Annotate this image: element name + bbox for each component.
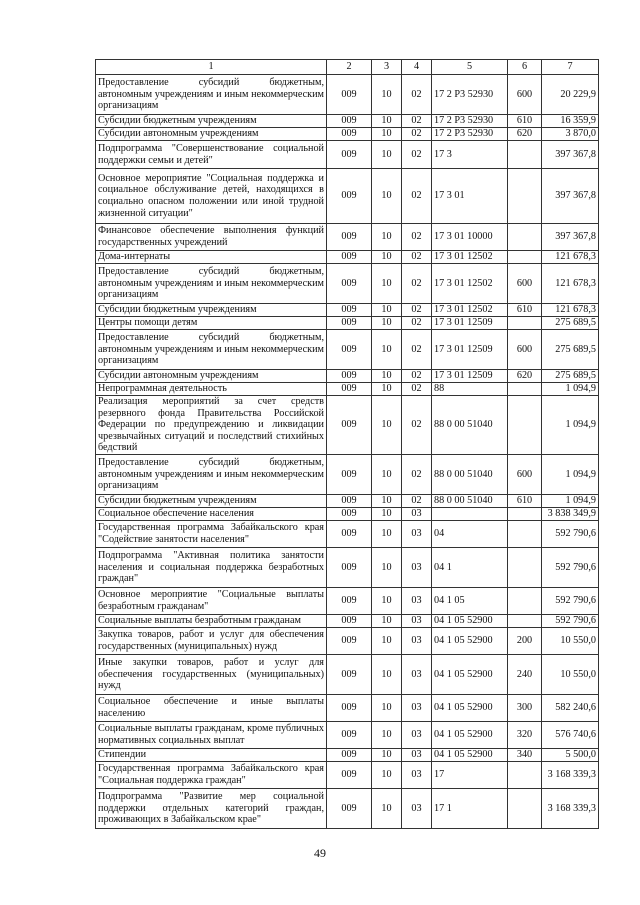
row-subsection: 03 bbox=[402, 520, 432, 547]
row-name: Реализация мероприятий за счет средств резервного фонда Правительства Российской Федерации по предупреждению и ликвидации чрезвычайных ситуаций и последствий стихийных бедствий bbox=[96, 396, 327, 455]
row-name: Субсидии бюджетным учреждениям bbox=[96, 304, 327, 317]
row-target-article: 04 1 05 52900 bbox=[432, 654, 508, 694]
row-target-article: 04 1 bbox=[432, 547, 508, 587]
row-expense-type: 610 bbox=[508, 494, 542, 507]
row-ministry-code: 009 bbox=[327, 494, 372, 507]
row-target-article: 04 1 05 52900 bbox=[432, 748, 508, 761]
row-amount: 592 790,6 bbox=[542, 547, 599, 587]
row-subsection: 02 bbox=[402, 169, 432, 224]
row-subsection: 02 bbox=[402, 75, 432, 115]
row-name: Иные закупки товаров, работ и услуг для обеспечения государственных (муниципальных) нужд bbox=[96, 654, 327, 694]
row-section: 10 bbox=[372, 224, 402, 251]
row-expense-type bbox=[508, 507, 542, 520]
row-target-article: 04 1 05 52900 bbox=[432, 721, 508, 748]
table-row bbox=[96, 383, 599, 396]
header-col-6: 6 bbox=[508, 60, 542, 75]
row-section: 10 bbox=[372, 587, 402, 614]
row-target-article: 17 3 01 12509 bbox=[432, 317, 508, 330]
row-ministry-code: 009 bbox=[327, 721, 372, 748]
row-ministry-code: 009 bbox=[327, 788, 372, 828]
row-subsection: 02 bbox=[402, 454, 432, 494]
row-target-article: 17 3 01 bbox=[432, 169, 508, 224]
row-ministry-code: 009 bbox=[327, 224, 372, 251]
page-number: 49 bbox=[314, 846, 326, 860]
row-expense-type bbox=[508, 520, 542, 547]
row-amount: 397 367,8 bbox=[542, 224, 599, 251]
row-name: Стипендии bbox=[96, 748, 327, 761]
row-expense-type bbox=[508, 141, 542, 169]
row-amount: 592 790,6 bbox=[542, 614, 599, 627]
row-subsection: 03 bbox=[402, 614, 432, 627]
row-amount: 121 678,3 bbox=[542, 251, 599, 264]
row-ministry-code: 009 bbox=[327, 169, 372, 224]
row-expense-type: 600 bbox=[508, 75, 542, 115]
table-row bbox=[96, 614, 599, 627]
row-subsection: 02 bbox=[402, 264, 432, 304]
row-subsection: 03 bbox=[402, 788, 432, 828]
table-row bbox=[96, 304, 599, 317]
row-section: 10 bbox=[372, 454, 402, 494]
row-amount: 121 678,3 bbox=[542, 264, 599, 304]
row-amount: 275 689,5 bbox=[542, 370, 599, 383]
row-expense-type bbox=[508, 251, 542, 264]
row-subsection: 02 bbox=[402, 304, 432, 317]
row-subsection: 03 bbox=[402, 547, 432, 587]
table-row bbox=[96, 547, 599, 587]
row-ministry-code: 009 bbox=[327, 330, 372, 370]
row-section: 10 bbox=[372, 128, 402, 141]
table-row bbox=[96, 75, 599, 115]
table-row bbox=[96, 330, 599, 370]
row-subsection: 03 bbox=[402, 587, 432, 614]
row-ministry-code: 009 bbox=[327, 694, 372, 721]
row-section: 10 bbox=[372, 304, 402, 317]
row-section: 10 bbox=[372, 520, 402, 547]
row-name: Центры помощи детям bbox=[96, 317, 327, 330]
row-subsection: 03 bbox=[402, 694, 432, 721]
row-expense-type: 320 bbox=[508, 721, 542, 748]
row-name: Подпрограмма "Совершенствование социальной поддержки семьи и детей" bbox=[96, 141, 327, 169]
row-ministry-code: 009 bbox=[327, 587, 372, 614]
table-row bbox=[96, 169, 599, 224]
row-name: Социальные выплаты гражданам, кроме публичных нормативных социальных выплат bbox=[96, 721, 327, 748]
row-target-article: 17 3 01 12502 bbox=[432, 251, 508, 264]
row-section: 10 bbox=[372, 761, 402, 788]
row-expense-type bbox=[508, 169, 542, 224]
row-section: 10 bbox=[372, 396, 402, 455]
row-expense-type: 610 bbox=[508, 115, 542, 128]
row-amount: 121 678,3 bbox=[542, 304, 599, 317]
header-col-1: 1 bbox=[96, 60, 327, 75]
row-subsection: 03 bbox=[402, 761, 432, 788]
table-row bbox=[96, 761, 599, 788]
row-target-article bbox=[432, 507, 508, 520]
table-row bbox=[96, 507, 599, 520]
row-ministry-code: 009 bbox=[327, 396, 372, 455]
row-name: Непрограммная деятельность bbox=[96, 383, 327, 396]
row-name: Предоставление субсидий бюджетным, автономным учреждениям и иным некоммерческим организациям bbox=[96, 454, 327, 494]
row-expense-type: 620 bbox=[508, 370, 542, 383]
row-amount: 16 359,9 bbox=[542, 115, 599, 128]
row-subsection: 02 bbox=[402, 251, 432, 264]
row-target-article: 88 0 00 51040 bbox=[432, 396, 508, 455]
row-expense-type bbox=[508, 587, 542, 614]
table-row bbox=[96, 721, 599, 748]
row-section: 10 bbox=[372, 507, 402, 520]
row-subsection: 02 bbox=[402, 317, 432, 330]
row-amount: 5 500,0 bbox=[542, 748, 599, 761]
row-section: 10 bbox=[372, 169, 402, 224]
row-name: Основное мероприятие "Социальные выплаты безработным гражданам" bbox=[96, 587, 327, 614]
row-amount: 1 094,9 bbox=[542, 396, 599, 455]
row-expense-type bbox=[508, 224, 542, 251]
row-target-article: 04 1 05 bbox=[432, 587, 508, 614]
row-name: Субсидии бюджетным учреждениям bbox=[96, 494, 327, 507]
row-section: 10 bbox=[372, 547, 402, 587]
row-section: 10 bbox=[372, 317, 402, 330]
table-row bbox=[96, 141, 599, 169]
table-row bbox=[96, 454, 599, 494]
row-section: 10 bbox=[372, 614, 402, 627]
row-ministry-code: 009 bbox=[327, 141, 372, 169]
row-amount: 1 094,9 bbox=[542, 454, 599, 494]
row-target-article: 88 0 00 51040 bbox=[432, 494, 508, 507]
row-ministry-code: 009 bbox=[327, 75, 372, 115]
row-amount: 576 740,6 bbox=[542, 721, 599, 748]
header-col-2: 2 bbox=[327, 60, 372, 75]
row-ministry-code: 009 bbox=[327, 454, 372, 494]
table-row bbox=[96, 128, 599, 141]
row-name: Государственная программа Забайкальского края "Содействие занятости населения" bbox=[96, 520, 327, 547]
table-row bbox=[96, 224, 599, 251]
row-expense-type bbox=[508, 761, 542, 788]
row-ministry-code: 009 bbox=[327, 614, 372, 627]
row-ministry-code: 009 bbox=[327, 654, 372, 694]
row-amount: 3 168 339,3 bbox=[542, 788, 599, 828]
header-col-5: 5 bbox=[432, 60, 508, 75]
row-ministry-code: 009 bbox=[327, 370, 372, 383]
row-name: Подпрограмма "Развитие мер социальной поддержки отдельных категорий граждан, проживающих в Забайкальском крае" bbox=[96, 788, 327, 828]
row-name: Субсидии автономным учреждениям bbox=[96, 370, 327, 383]
row-ministry-code: 009 bbox=[327, 115, 372, 128]
table-row bbox=[96, 251, 599, 264]
table-row bbox=[96, 115, 599, 128]
row-expense-type bbox=[508, 396, 542, 455]
row-section: 10 bbox=[372, 141, 402, 169]
row-target-article: 04 bbox=[432, 520, 508, 547]
row-name: Предоставление субсидий бюджетным, автономным учреждениям и иным некоммерческим организациям bbox=[96, 75, 327, 115]
row-name: Социальное обеспечение населения bbox=[96, 507, 327, 520]
row-expense-type bbox=[508, 614, 542, 627]
row-amount: 3 838 349,9 bbox=[542, 507, 599, 520]
row-target-article: 17 2 P3 52930 bbox=[432, 128, 508, 141]
row-ministry-code: 009 bbox=[327, 627, 372, 654]
row-section: 10 bbox=[372, 264, 402, 304]
row-subsection: 02 bbox=[402, 128, 432, 141]
row-expense-type bbox=[508, 547, 542, 587]
row-name: Социальное обеспечение и иные выплаты населению bbox=[96, 694, 327, 721]
table-row bbox=[96, 396, 599, 455]
row-ministry-code: 009 bbox=[327, 507, 372, 520]
budget-table bbox=[95, 59, 599, 829]
row-target-article: 04 1 05 52900 bbox=[432, 627, 508, 654]
row-amount: 1 094,9 bbox=[542, 494, 599, 507]
row-amount: 397 367,8 bbox=[542, 141, 599, 169]
row-subsection: 03 bbox=[402, 721, 432, 748]
row-expense-type bbox=[508, 788, 542, 828]
row-target-article: 88 bbox=[432, 383, 508, 396]
row-amount: 397 367,8 bbox=[542, 169, 599, 224]
table-row bbox=[96, 370, 599, 383]
row-amount: 1 094,9 bbox=[542, 383, 599, 396]
row-section: 10 bbox=[372, 748, 402, 761]
row-section: 10 bbox=[372, 251, 402, 264]
row-ministry-code: 009 bbox=[327, 748, 372, 761]
row-target-article: 88 0 00 51040 bbox=[432, 454, 508, 494]
row-amount: 3 168 339,3 bbox=[542, 761, 599, 788]
row-subsection: 03 bbox=[402, 748, 432, 761]
row-ministry-code: 009 bbox=[327, 547, 372, 587]
row-ministry-code: 009 bbox=[327, 264, 372, 304]
row-target-article: 17 3 bbox=[432, 141, 508, 169]
table-row bbox=[96, 788, 599, 828]
row-name: Предоставление субсидий бюджетным, автономным учреждениям и иным некоммерческим организациям bbox=[96, 330, 327, 370]
row-target-article: 17 1 bbox=[432, 788, 508, 828]
row-target-article: 17 3 01 10000 bbox=[432, 224, 508, 251]
table-row bbox=[96, 748, 599, 761]
row-section: 10 bbox=[372, 115, 402, 128]
row-section: 10 bbox=[372, 721, 402, 748]
row-target-article: 17 2 P3 52930 bbox=[432, 75, 508, 115]
row-subsection: 02 bbox=[402, 370, 432, 383]
row-subsection: 02 bbox=[402, 396, 432, 455]
row-ministry-code: 009 bbox=[327, 761, 372, 788]
table-row bbox=[96, 264, 599, 304]
table-row bbox=[96, 654, 599, 694]
row-target-article: 17 3 01 12502 bbox=[432, 304, 508, 317]
row-amount: 3 870,0 bbox=[542, 128, 599, 141]
table-body bbox=[96, 75, 599, 829]
row-target-article: 04 1 05 52900 bbox=[432, 694, 508, 721]
row-target-article: 17 bbox=[432, 761, 508, 788]
row-section: 10 bbox=[372, 788, 402, 828]
row-expense-type: 240 bbox=[508, 654, 542, 694]
row-expense-type bbox=[508, 383, 542, 396]
row-section: 10 bbox=[372, 330, 402, 370]
row-target-article: 04 1 05 52900 bbox=[432, 614, 508, 627]
header-col-3: 3 bbox=[372, 60, 402, 75]
row-ministry-code: 009 bbox=[327, 128, 372, 141]
row-subsection: 02 bbox=[402, 224, 432, 251]
row-ministry-code: 009 bbox=[327, 304, 372, 317]
row-target-article: 17 2 P3 52930 bbox=[432, 115, 508, 128]
row-name: Дома-интернаты bbox=[96, 251, 327, 264]
table-row bbox=[96, 494, 599, 507]
row-section: 10 bbox=[372, 627, 402, 654]
row-expense-type: 340 bbox=[508, 748, 542, 761]
row-subsection: 02 bbox=[402, 383, 432, 396]
row-expense-type: 610 bbox=[508, 304, 542, 317]
row-expense-type: 200 bbox=[508, 627, 542, 654]
row-expense-type: 620 bbox=[508, 128, 542, 141]
row-ministry-code: 009 bbox=[327, 251, 372, 264]
row-subsection: 02 bbox=[402, 115, 432, 128]
row-subsection: 02 bbox=[402, 494, 432, 507]
row-amount: 20 229,9 bbox=[542, 75, 599, 115]
table-row bbox=[96, 520, 599, 547]
row-section: 10 bbox=[372, 370, 402, 383]
row-expense-type: 600 bbox=[508, 454, 542, 494]
row-amount: 10 550,0 bbox=[542, 654, 599, 694]
row-target-article: 17 3 01 12502 bbox=[432, 264, 508, 304]
row-name: Субсидии бюджетным учреждениям bbox=[96, 115, 327, 128]
row-section: 10 bbox=[372, 75, 402, 115]
row-target-article: 17 3 01 12509 bbox=[432, 370, 508, 383]
row-name: Закупка товаров, работ и услуг для обеспечения государственных (муниципальных) нужд bbox=[96, 627, 327, 654]
row-name: Подпрограмма "Активная политика занятости населения и социальная поддержка безработных граждан" bbox=[96, 547, 327, 587]
row-section: 10 bbox=[372, 654, 402, 694]
table-row bbox=[96, 587, 599, 614]
row-section: 10 bbox=[372, 494, 402, 507]
row-name: Финансовое обеспечение выполнения функций государственных учреждений bbox=[96, 224, 327, 251]
row-subsection: 02 bbox=[402, 330, 432, 370]
row-amount: 592 790,6 bbox=[542, 520, 599, 547]
row-expense-type bbox=[508, 317, 542, 330]
row-name: Субсидии автономным учреждениям bbox=[96, 128, 327, 141]
row-ministry-code: 009 bbox=[327, 383, 372, 396]
header-col-4: 4 bbox=[402, 60, 432, 75]
row-subsection: 03 bbox=[402, 627, 432, 654]
header-col-7: 7 bbox=[542, 60, 599, 75]
row-ministry-code: 009 bbox=[327, 317, 372, 330]
row-expense-type: 600 bbox=[508, 330, 542, 370]
row-subsection: 03 bbox=[402, 654, 432, 694]
table-row bbox=[96, 627, 599, 654]
row-ministry-code: 009 bbox=[327, 520, 372, 547]
row-subsection: 03 bbox=[402, 507, 432, 520]
table-row bbox=[96, 694, 599, 721]
table-header-row bbox=[96, 60, 599, 75]
row-name: Предоставление субсидий бюджетным, автономным учреждениям и иным некоммерческим организациям bbox=[96, 264, 327, 304]
row-amount: 582 240,6 bbox=[542, 694, 599, 721]
row-expense-type: 600 bbox=[508, 264, 542, 304]
row-name: Государственная программа Забайкальского края "Социальная поддержка граждан" bbox=[96, 761, 327, 788]
row-expense-type: 300 bbox=[508, 694, 542, 721]
row-target-article: 17 3 01 12509 bbox=[432, 330, 508, 370]
row-amount: 592 790,6 bbox=[542, 587, 599, 614]
row-amount: 10 550,0 bbox=[542, 627, 599, 654]
table-row bbox=[96, 317, 599, 330]
row-name: Основное мероприятие "Социальная поддержка и социальное обслуживание детей, находящихся в социально опасном положении или иной трудной жизненной ситуации" bbox=[96, 169, 327, 224]
row-amount: 275 689,5 bbox=[542, 330, 599, 370]
row-name: Социальные выплаты безработным гражданам bbox=[96, 614, 327, 627]
row-amount: 275 689,5 bbox=[542, 317, 599, 330]
row-section: 10 bbox=[372, 383, 402, 396]
row-subsection: 02 bbox=[402, 141, 432, 169]
row-section: 10 bbox=[372, 694, 402, 721]
